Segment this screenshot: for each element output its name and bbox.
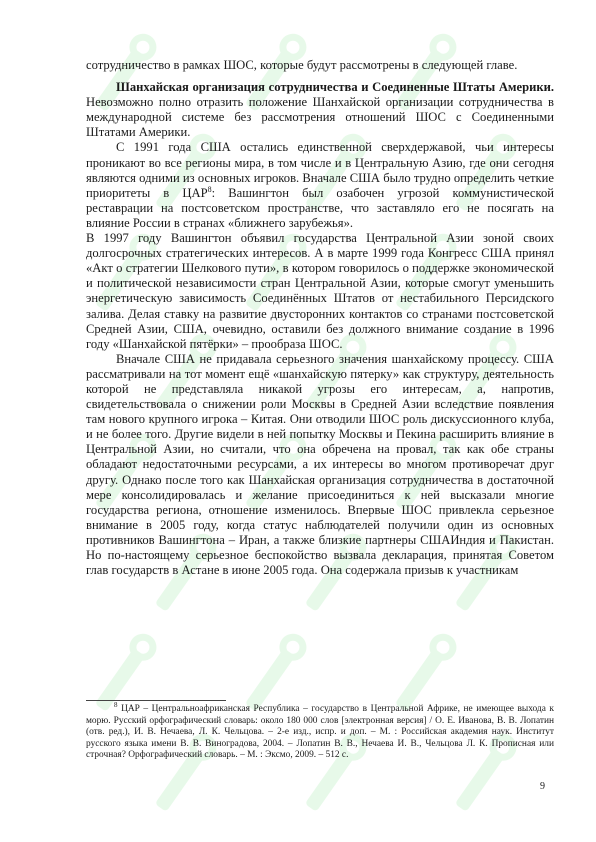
- page-number: 9: [540, 781, 545, 792]
- paragraph-text: Вначале США не придавала серьезного значения шанхайскому процессу. США рассматривали на тот момент ещё «шанхайскую пятерку» как структуру, деятельность которой не представляла никакой угрозы его интересам, а, напротив, свидетельствовала о снижении роли Москвы в Средней Азии вследствие появления там нового крупного игрока – Китая. Они отводили ШОС роль дискуссионного клуба, и не более того. Другие видели в ней попытку Москвы и Пекина расширить влияние в Центральной Азии, но считали, что она обречена на провал, так как обе страны обладают недостаточными ресурсами, а их интересы во многом противоречат друг другу. Однако после того как Шанхайская организация сотрудничества в достаточной мере консолидировалась и желание присоединиться к ней высказали многие государства региона, отношение изменилось. Впервые ШОС привлекла серьезное внимание в 2005 году, когда статус наблюдателей получили один из основных противников Вашингтона – Иран, а также близкие партнеры СШАИндия и Пакистан. Но по-настоящему серьезное беспокойство вызвала декларация, принятая Советом глав государств в Астане в июне 2005 года. Она содержала призыв к участникам: [86, 351, 554, 578]
- paragraph-initially: [86, 352, 554, 578]
- paragraph-sco-usa: [86, 80, 554, 140]
- paragraph-text: : Вашингтон был озабочен угрозой коммунистической реставрации на постсоветском пространстве, что заставляло его не посягать на влияние России в странах «ближнего зарубежья».: [86, 185, 554, 230]
- main-text: [86, 58, 554, 578]
- section-heading: Шанхайская организация сотрудничества и Соединенные Штаты Америки.: [116, 80, 554, 95]
- paragraph-text: Невозможно полно отразить положение Шанхайской организации сотрудничества в международной системе без рассмотрения отношений ШОС с Соединенными Штатами Америки.: [86, 95, 554, 140]
- paragraph-continuation: [86, 58, 554, 73]
- footnote-reference[interactable]: 8: [207, 184, 212, 194]
- paragraph-text: В 1997 году Вашингтон объявил государства Центральной Азии зоной своих долгосрочных стратегических интересов. А в марте 1999 года Конгресс США принял «Акт о стратегии Шелкового пути», в котором говорилось о поддержке экономической и политической независимости стран Центральной Азии, которые смогут уменьшить энергетическую зависимость Соединённых Штатов от нестабильного Персидского залива. Делая ставку на развитие двусторонних контактов со странами постсоветской Средней Азии, США, очевидно, оставили без должного внимание создание в 1996 году «Шанхайской пятёрки» – прообраза ШОС.: [86, 231, 554, 351]
- footnote-text: ЦАР – Центральноафриканская Республика – государство в Центральной Африке, не имеющее выхода к морю. Русский орфографический словарь: около 180 000 слов [электронная версия] / О. Е. Иванова, В. В. Лопатин (отв. ред.), И. В. Нечаева, Л. К. Чельцова. – 2-е изд., испр. и доп. – М. : Российская академия наук. Институт русского языка имени В. В. Виноградова, 2004. – Лопатин В. В., Нечаева И. В., Чельцова Л. К. Прописная или строчная? Орфографический словарь. – М. : Эксмо, 2009. – 512 с.: [86, 704, 554, 761]
- paragraph-text: С 1991 года США остались единственной сверхдержавой, чьи интересы проникают во все регионы мира, в том числе и в Центральную Азию, где они сегодня являются одними из основных игроков. Вначале США было трудно определить четкие приоритеты в ЦАР: [86, 140, 554, 200]
- paragraph-1991: [86, 140, 554, 231]
- paragraph-text: сотрудничество в рамках ШОС, которые будут рассмотрены в следующей главе.: [86, 58, 518, 72]
- footnote: [86, 700, 554, 762]
- footnote-separator: [86, 700, 226, 701]
- footnote-marker: 8: [114, 700, 118, 709]
- paragraph-1997: [86, 231, 554, 352]
